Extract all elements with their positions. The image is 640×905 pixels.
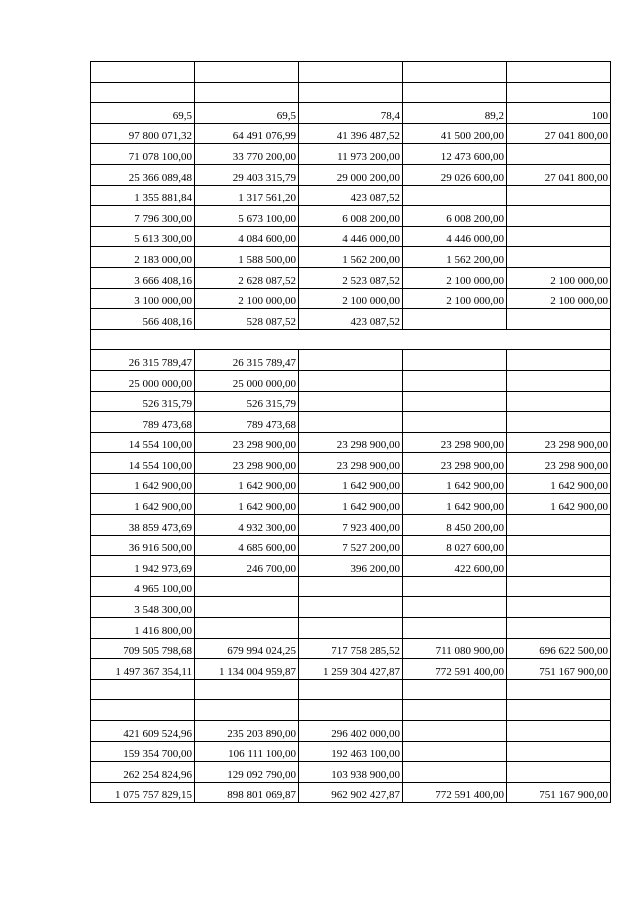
table-cell <box>403 597 507 618</box>
table-cell: 246 700,00 <box>195 556 299 577</box>
table-cell: 1 942 973,69 <box>91 556 195 577</box>
table-cell: 396 200,00 <box>299 556 403 577</box>
table-cell <box>507 412 611 433</box>
table-row <box>91 494 611 515</box>
table-row <box>91 391 611 412</box>
section-separator-cell <box>91 329 611 350</box>
table-row <box>91 206 611 227</box>
table-cell <box>195 82 299 103</box>
table-cell: 2 100 000,00 <box>403 267 507 288</box>
table-row <box>91 370 611 391</box>
table-cell: 1 497 367 354,11 <box>91 659 195 680</box>
table-cell <box>507 370 611 391</box>
table-cell: 11 973 200,00 <box>299 144 403 165</box>
table-row <box>91 638 611 659</box>
table-row <box>91 618 611 639</box>
table-cell: 1 642 900,00 <box>403 494 507 515</box>
table-cell: 1 355 881,84 <box>91 185 195 206</box>
table-cell <box>299 576 403 597</box>
table-row <box>91 82 611 103</box>
table-cell <box>507 576 611 597</box>
table-cell: 64 491 076,99 <box>195 123 299 144</box>
table-cell <box>299 618 403 639</box>
table-row <box>91 576 611 597</box>
financial-table-container <box>90 61 611 803</box>
table-cell <box>507 679 611 700</box>
table-cell: 4 685 600,00 <box>195 535 299 556</box>
table-cell <box>507 350 611 371</box>
table-row <box>91 309 611 330</box>
table-row <box>91 123 611 144</box>
table-cell: 23 298 900,00 <box>403 453 507 474</box>
table-cell: 159 354 700,00 <box>91 741 195 762</box>
table-row <box>91 226 611 247</box>
table-cell: 71 078 100,00 <box>91 144 195 165</box>
table-cell <box>195 618 299 639</box>
table-cell: 566 408,16 <box>91 309 195 330</box>
table-cell: 23 298 900,00 <box>299 453 403 474</box>
table-cell <box>507 535 611 556</box>
table-cell: 526 315,79 <box>91 391 195 412</box>
table-cell <box>507 391 611 412</box>
table-cell <box>403 618 507 639</box>
table-cell: 717 758 285,52 <box>299 638 403 659</box>
table-cell <box>299 679 403 700</box>
table-cell <box>507 144 611 165</box>
table-cell <box>507 185 611 206</box>
table-cell <box>403 762 507 783</box>
table-cell <box>403 721 507 742</box>
table-row <box>91 473 611 494</box>
table-cell: 1 642 900,00 <box>299 473 403 494</box>
table-cell <box>195 679 299 700</box>
table-row <box>91 62 611 83</box>
table-cell: 711 080 900,00 <box>403 638 507 659</box>
table-cell: 1 416 800,00 <box>91 618 195 639</box>
table-cell: 29 026 600,00 <box>403 164 507 185</box>
table-row <box>91 782 611 803</box>
table-cell: 12 473 600,00 <box>403 144 507 165</box>
table-cell <box>299 62 403 83</box>
table-cell: 1 642 900,00 <box>195 494 299 515</box>
table-cell: 1 588 500,00 <box>195 247 299 268</box>
table-cell: 751 167 900,00 <box>507 659 611 680</box>
table-cell: 7 796 300,00 <box>91 206 195 227</box>
table-cell: 25 000 000,00 <box>195 370 299 391</box>
table-cell <box>507 762 611 783</box>
table-cell: 2 100 000,00 <box>299 288 403 309</box>
table-cell: 41 500 200,00 <box>403 123 507 144</box>
table-cell: 751 167 900,00 <box>507 782 611 803</box>
table-cell: 1 642 900,00 <box>403 473 507 494</box>
table-body <box>91 62 611 803</box>
table-cell: 23 298 900,00 <box>299 432 403 453</box>
table-row <box>91 103 611 124</box>
table-cell: 100 <box>507 103 611 124</box>
table-cell <box>91 62 195 83</box>
table-cell: 772 591 400,00 <box>403 782 507 803</box>
table-cell: 1 075 757 829,15 <box>91 782 195 803</box>
table-cell: 23 298 900,00 <box>195 453 299 474</box>
table-cell: 4 446 000,00 <box>299 226 403 247</box>
table-cell: 789 473,68 <box>91 412 195 433</box>
table-cell: 262 254 824,96 <box>91 762 195 783</box>
table-cell: 129 092 790,00 <box>195 762 299 783</box>
table-cell <box>507 82 611 103</box>
table-cell: 709 505 798,68 <box>91 638 195 659</box>
table-cell: 1 259 304 427,87 <box>299 659 403 680</box>
table-cell <box>507 247 611 268</box>
table-cell: 27 041 800,00 <box>507 123 611 144</box>
table-cell <box>299 412 403 433</box>
table-cell <box>403 679 507 700</box>
table-cell <box>403 700 507 721</box>
table-cell: 23 298 900,00 <box>507 453 611 474</box>
table-row <box>91 700 611 721</box>
table-row <box>91 762 611 783</box>
table-row <box>91 515 611 536</box>
table-cell: 1 642 900,00 <box>91 473 195 494</box>
table-row <box>91 556 611 577</box>
table-cell <box>91 700 195 721</box>
table-cell: 26 315 789,47 <box>195 350 299 371</box>
table-cell <box>195 62 299 83</box>
table-cell: 421 609 524,96 <box>91 721 195 742</box>
table-cell: 1 642 900,00 <box>91 494 195 515</box>
table-cell: 2 628 087,52 <box>195 267 299 288</box>
table-cell <box>403 82 507 103</box>
table-cell <box>403 576 507 597</box>
table-cell: 3 666 408,16 <box>91 267 195 288</box>
table-row <box>91 412 611 433</box>
table-cell: 4 084 600,00 <box>195 226 299 247</box>
table-cell: 1 642 900,00 <box>195 473 299 494</box>
table-cell: 4 446 000,00 <box>403 226 507 247</box>
table-row <box>91 453 611 474</box>
table-row <box>91 288 611 309</box>
table-row <box>91 267 611 288</box>
table-row <box>91 432 611 453</box>
table-cell: 192 463 100,00 <box>299 741 403 762</box>
table-cell: 26 315 789,47 <box>91 350 195 371</box>
table-cell: 526 315,79 <box>195 391 299 412</box>
table-cell: 69,5 <box>91 103 195 124</box>
table-cell <box>403 309 507 330</box>
table-row <box>91 247 611 268</box>
table-cell <box>91 82 195 103</box>
table-cell <box>507 721 611 742</box>
table-cell: 97 800 071,32 <box>91 123 195 144</box>
table-cell: 38 859 473,69 <box>91 515 195 536</box>
table-cell <box>507 618 611 639</box>
table-cell: 8 027 600,00 <box>403 535 507 556</box>
table-cell: 4 965 100,00 <box>91 576 195 597</box>
table-cell: 23 298 900,00 <box>403 432 507 453</box>
table-cell: 6 008 200,00 <box>299 206 403 227</box>
table-cell <box>403 370 507 391</box>
table-cell: 1 642 900,00 <box>299 494 403 515</box>
table-cell: 2 183 000,00 <box>91 247 195 268</box>
financial-table <box>90 61 611 803</box>
table-cell: 29 000 200,00 <box>299 164 403 185</box>
table-cell: 14 554 100,00 <box>91 453 195 474</box>
table-cell: 1 562 200,00 <box>299 247 403 268</box>
table-cell: 89,2 <box>403 103 507 124</box>
table-cell: 679 994 024,25 <box>195 638 299 659</box>
table-cell <box>299 700 403 721</box>
table-cell <box>195 576 299 597</box>
table-cell <box>195 700 299 721</box>
table-cell: 1 562 200,00 <box>403 247 507 268</box>
table-cell <box>507 515 611 536</box>
table-row <box>91 164 611 185</box>
table-cell <box>507 556 611 577</box>
table-cell <box>507 741 611 762</box>
table-row <box>91 535 611 556</box>
table-row <box>91 741 611 762</box>
table-cell: 23 298 900,00 <box>195 432 299 453</box>
table-cell: 1 642 900,00 <box>507 494 611 515</box>
table-cell: 422 600,00 <box>403 556 507 577</box>
table-cell <box>403 741 507 762</box>
table-cell <box>91 679 195 700</box>
table-cell: 25 366 089,48 <box>91 164 195 185</box>
table-cell: 898 801 069,87 <box>195 782 299 803</box>
table-cell: 2 523 087,52 <box>299 267 403 288</box>
table-cell: 106 111 100,00 <box>195 741 299 762</box>
table-row <box>91 597 611 618</box>
table-row <box>91 144 611 165</box>
table-cell: 8 450 200,00 <box>403 515 507 536</box>
table-cell: 5 673 100,00 <box>195 206 299 227</box>
table-cell <box>403 62 507 83</box>
table-cell: 296 402 000,00 <box>299 721 403 742</box>
table-cell <box>507 226 611 247</box>
table-cell <box>403 185 507 206</box>
table-row <box>91 350 611 371</box>
table-cell: 962 902 427,87 <box>299 782 403 803</box>
table-cell: 103 938 900,00 <box>299 762 403 783</box>
table-cell: 36 916 500,00 <box>91 535 195 556</box>
table-cell <box>507 700 611 721</box>
table-cell: 1 317 561,20 <box>195 185 299 206</box>
table-row <box>91 329 611 350</box>
table-cell: 696 622 500,00 <box>507 638 611 659</box>
table-row <box>91 721 611 742</box>
table-cell: 7 527 200,00 <box>299 535 403 556</box>
table-cell: 7 923 400,00 <box>299 515 403 536</box>
table-cell: 25 000 000,00 <box>91 370 195 391</box>
table-cell <box>299 391 403 412</box>
table-row <box>91 659 611 680</box>
table-cell: 423 087,52 <box>299 309 403 330</box>
table-cell <box>403 412 507 433</box>
table-cell <box>299 370 403 391</box>
table-cell: 3 100 000,00 <box>91 288 195 309</box>
table-cell: 41 396 487,52 <box>299 123 403 144</box>
table-cell: 1 642 900,00 <box>507 473 611 494</box>
table-cell <box>507 597 611 618</box>
table-cell: 2 100 000,00 <box>195 288 299 309</box>
table-cell <box>507 62 611 83</box>
table-cell: 789 473,68 <box>195 412 299 433</box>
table-cell: 528 087,52 <box>195 309 299 330</box>
table-row <box>91 679 611 700</box>
table-cell: 4 932 300,00 <box>195 515 299 536</box>
table-cell: 33 770 200,00 <box>195 144 299 165</box>
table-cell: 29 403 315,79 <box>195 164 299 185</box>
table-cell: 69,5 <box>195 103 299 124</box>
table-cell: 14 554 100,00 <box>91 432 195 453</box>
table-cell <box>299 350 403 371</box>
table-cell <box>403 391 507 412</box>
table-cell: 23 298 900,00 <box>507 432 611 453</box>
table-cell <box>507 206 611 227</box>
table-cell: 423 087,52 <box>299 185 403 206</box>
table-cell: 2 100 000,00 <box>507 288 611 309</box>
table-cell <box>299 82 403 103</box>
table-cell: 2 100 000,00 <box>403 288 507 309</box>
table-cell: 1 134 004 959,87 <box>195 659 299 680</box>
table-cell <box>299 597 403 618</box>
table-cell: 27 041 800,00 <box>507 164 611 185</box>
table-cell: 235 203 890,00 <box>195 721 299 742</box>
table-cell <box>195 597 299 618</box>
table-cell: 3 548 300,00 <box>91 597 195 618</box>
table-cell: 6 008 200,00 <box>403 206 507 227</box>
table-cell: 2 100 000,00 <box>507 267 611 288</box>
table-row <box>91 185 611 206</box>
table-cell: 78,4 <box>299 103 403 124</box>
table-cell: 772 591 400,00 <box>403 659 507 680</box>
table-cell <box>507 309 611 330</box>
table-cell <box>403 350 507 371</box>
table-cell: 5 613 300,00 <box>91 226 195 247</box>
